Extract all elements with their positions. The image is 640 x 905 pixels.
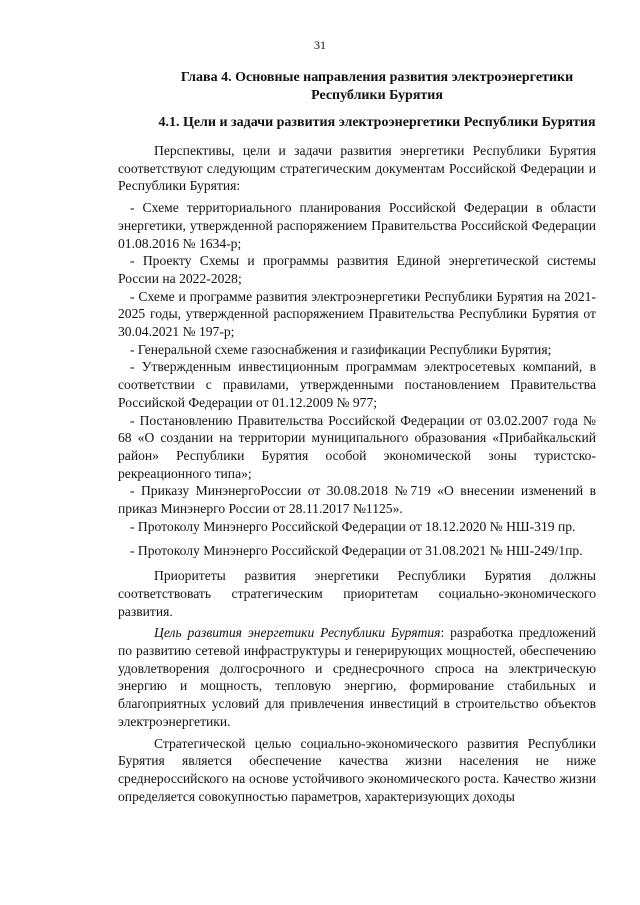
document-list-item: - Схеме территориального планирования Российской Федерации в области энергетики, утвержденной распоряжением Правительства Российской Федерации 01.08.2016 № 1634-р; [118,200,596,251]
document-body [118,69,596,805]
chapter-title: Глава 4. Основные направления развития электроэнергетики Республики Бурятия [180,70,574,103]
document-list-item: - Протоколу Минэнерго Российской Федерации от 31.08.2021 № НШ-249/1пр. [130,543,583,559]
goal-paragraph [118,624,596,730]
goal-text: : разработка предложений по развитию сетевой инфраструктуры и генерирующих мощностей, обеспечению удовлетворения долгосрочного и среднесрочного спроса на электрическую энергию и мощность, тепловую энергию, формирование стабильных и благоприятных условий для привлечения инвестиций в строительство объектов электроэнергетики. [118,625,596,729]
goal-label: Цель развития энергетики Республики Бурятия [154,625,441,641]
priorities-paragraph: Приоритеты развития энергетики Республики Бурятия должны соответствовать стратегическим приоритетам социально-экономического развития. [118,568,596,619]
intro-paragraph: Перспективы, цели и задачи развития энергетики Республики Бурятия соответствуют следующим стратегическим документам Российской Федерации и Республики Бурятия: [118,143,596,194]
document-list-item: - Приказу МинэнергоРоссии от 30.08.2018 №719 «О внесении изменений в приказ Минэнерго России от 28.11.2017 №1125». [118,483,596,517]
page-number: 31 [314,38,326,52]
document-list-item: - Схеме и программе развития электроэнергетики Республики Бурятия на 2021-2025 годы, утвержденной распоряжением Правительства Республики Бурятия от 30.04.2021 № 197-р; [118,288,596,340]
document-list-item: - Постановлению Правительства Российской Федерации от 03.02.2007 года № 68 «О создании на территории муниципального образования «Прибайкальский район» Республики Бурятия особой экономической зоны туристско-рекреационного типа»; [118,412,596,481]
document-list-item: - Генеральной схеме газоснабжения и газификации Республики Бурятия; [130,341,552,357]
document-list-item: - Утвержденным инвестиционным программам электросетевых компаний, в соответствии с правилами, утвержденными постановлением Правительства Российской Федерации от 01.12.2009 № 977; [118,359,596,410]
strategic-goal-paragraph: Стратегической целью социально-экономического развития Республики Бурятия является обеспечение качества жизни населения не ниже среднероссийского на основе устойчивого экономического роста. Качество жизни определяется совокупностью параметров, характеризующих доходы [118,735,596,804]
section-title: 4.1. Цели и задачи развития электроэнергетики Республики Бурятия [158,115,596,130]
document-list-item: - Проекту Схемы и программы развития Единой энергетической системы России на 2022-2028; [118,253,596,286]
document-list-item: - Протоколу Минэнерго Российской Федерации от 18.12.2020 № НШ-319 пр. [130,518,576,534]
